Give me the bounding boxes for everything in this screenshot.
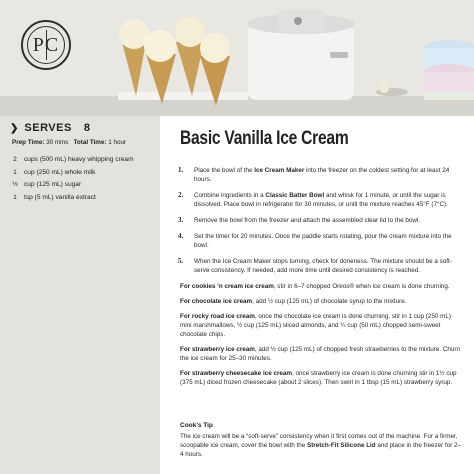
ingredient-qty: 2 [13, 156, 17, 163]
ingredient-qty: 1 [13, 193, 17, 201]
ingredient-item [6, 154, 156, 167]
ingredient-text: tsp (5 mL) vanilla extract [24, 193, 96, 201]
ingredient-text: cups (500 mL) heavy whipping cream [24, 156, 134, 163]
hero-photo [0, 0, 474, 116]
step-text: Combine ingredients in a Classic Batter Bowl and whisk for 1 minute, or until the sugar is dissolved. Place bowl in refrigerator for 30 minutes, or until the mixture reaches 45°F (7°C). [194, 192, 448, 208]
chevron-right-icon: ❯ [10, 122, 19, 134]
cooks-tip-text: The ice cream will be a “soft-serve” consistency when it first comes out of the machine. For a firmer, scoopable ice cream, cover the bowl with the Stretch-Fit Silicone Lid and place in the freezer for 2–4 hours. [180, 433, 462, 458]
pampered-chef-logo [21, 20, 71, 70]
step-item [178, 191, 464, 209]
step-text: When the Ice Cream Maker stops turning, check for doneness. The mixture should be a soft-serve consistency. If needed, add more time until desired consistency is reached. [194, 258, 452, 274]
variation-item: For strawberry cheesecake ice cream, once strawberry ice cream is done churning stir in 1½ cup (375 mL) diced frozen cheesecake (about 2 slices). Then swirl in 1 tbsp (15 mL) strawberry syrup. [180, 370, 457, 386]
step-number: 4. [178, 232, 184, 240]
variation-item: For chocolate ice cream, add ½ cup (125 mL) of chocolate syrup to the mixture. [180, 298, 407, 305]
step-text: Place the bowl of the Ice Cream Maker into the freezer on the coldest setting for at least 24 hours. [194, 167, 450, 183]
step-number: 2. [178, 191, 184, 199]
variation-item: For strawberry ice cream, add ½ cup (125 mL) of chopped fresh strawberries to the mixture. Churn the ice cream for 25–30 minutes. [180, 346, 461, 362]
cooks-tip-heading: Cook’s Tip [180, 422, 213, 429]
ingredient-text: cup (125 mL) sugar [24, 181, 82, 188]
serves-value: 8 [83, 122, 90, 134]
ingredient-item [6, 192, 156, 205]
ingredient-text: cup (250 mL) whole milk [24, 168, 96, 176]
variation-item: For cookies ‘n cream ice cream, stir in 6–7 chopped Oreos® when ice cream is done churning. [180, 283, 450, 290]
total-time-value: 1 hour [108, 139, 127, 146]
step-number: 5. [178, 257, 184, 265]
step-item [178, 166, 464, 184]
serves-row [10, 122, 90, 134]
logo-text: PC [32, 33, 60, 56]
ingredient-item [6, 179, 156, 192]
step-item [178, 216, 464, 225]
step-number: 3. [178, 216, 184, 224]
step-item [178, 257, 464, 275]
step-item [178, 232, 464, 250]
ice-cream-photo-illustration [0, 0, 474, 116]
step-number: 1. [178, 166, 184, 174]
step-list [178, 166, 464, 282]
serves-label: SERVES [24, 122, 72, 134]
prep-time-label: Prep Time: [12, 139, 45, 146]
ingredient-qty: ½ [12, 181, 18, 188]
ingredient-qty: 1 [13, 168, 17, 176]
variations [180, 282, 464, 393]
ingredient-list [6, 154, 156, 204]
total-time-label: Total Time: [73, 139, 107, 146]
step-text: Remove the bowl from the freezer and attach the assembled clear lid to the bowl. [194, 217, 421, 224]
step-text: Set the timer for 20 minutes. Once the paddle starts rotating, pour the cream mixture into the bowl. [194, 233, 452, 249]
time-info [12, 139, 126, 146]
recipe-title: Basic Vanilla Ice Cream [180, 128, 349, 149]
ingredient-item [6, 167, 156, 180]
prep-time-value: 30 mins [46, 139, 69, 146]
variation-item: For rocky road ice cream, once the chocolate ice cream is done churning, stir in 1 cup (250 mL) mini marshmallows, ½ cup (125 mL) sliced almonds, and ¼ cup (50 mL) chopped semi-sweet chocolate chips. [180, 313, 451, 338]
